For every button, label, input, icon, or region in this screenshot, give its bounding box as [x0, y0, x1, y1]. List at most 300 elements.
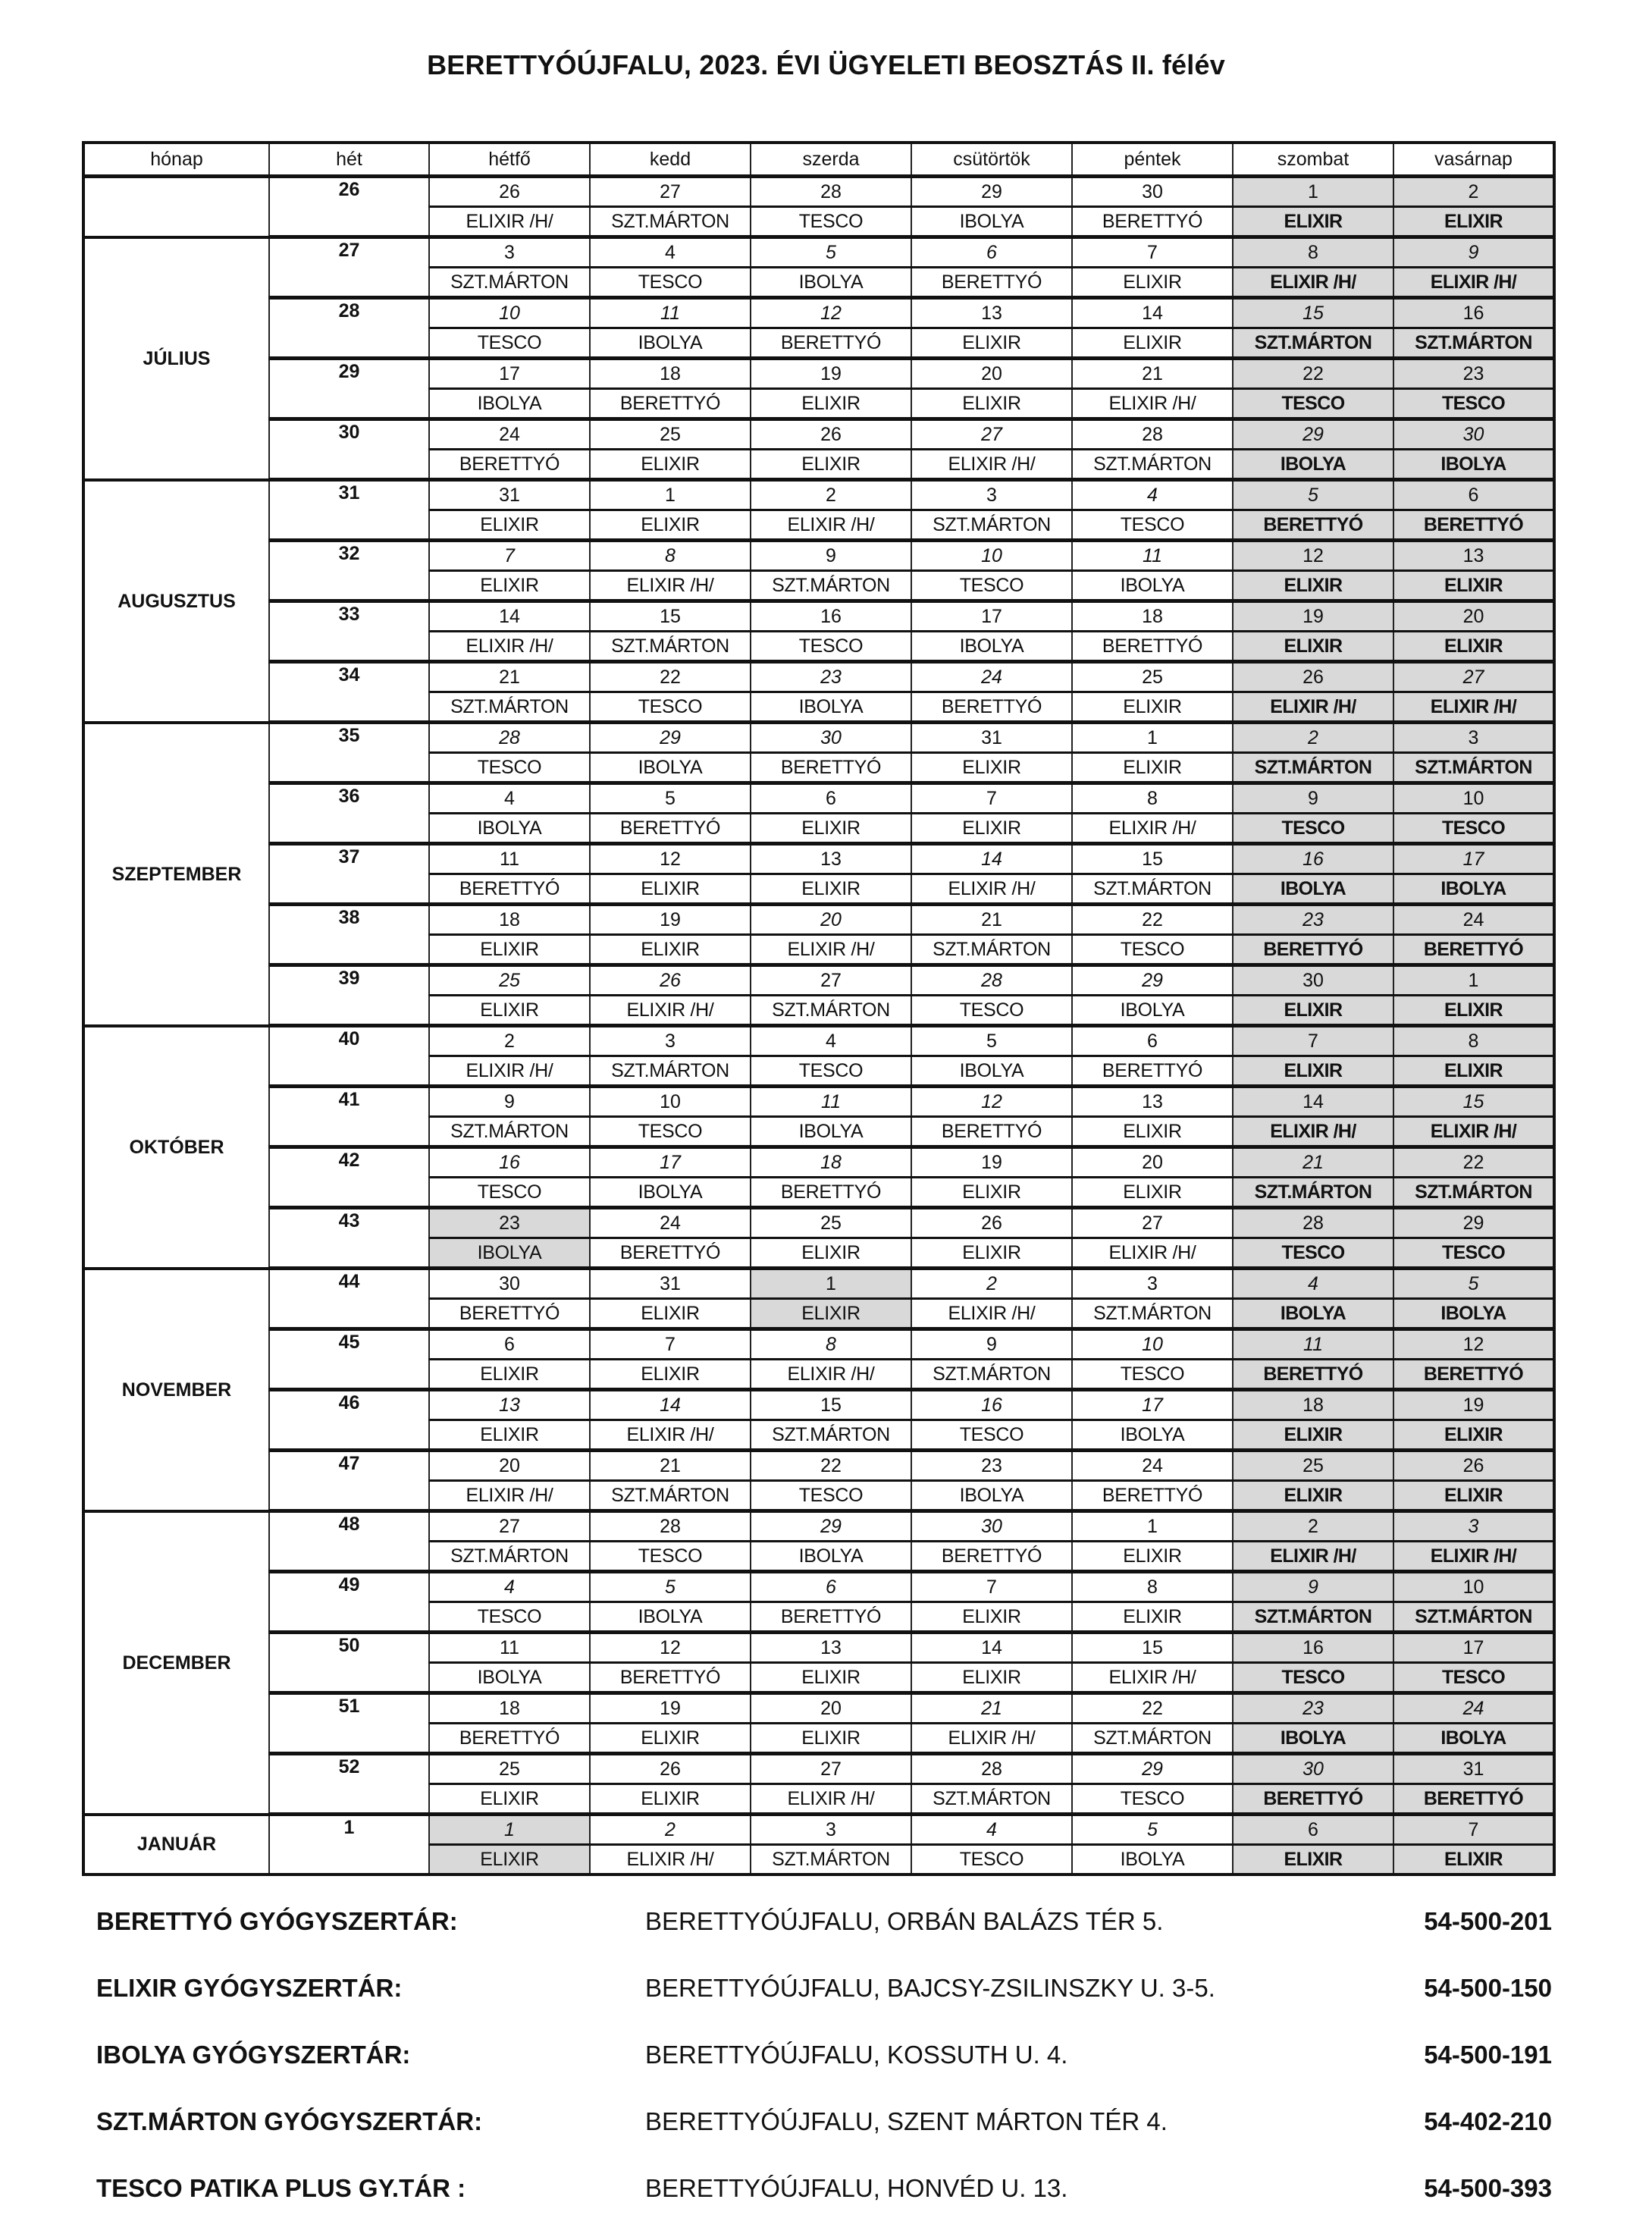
pharmacy-contact-row: [96, 1906, 1552, 1973]
date-cell: 25: [429, 1754, 590, 1784]
pharmacy-contact-row: [96, 2107, 1552, 2173]
date-cell: 19: [590, 905, 751, 935]
pharmacy-cell: TESCO: [751, 207, 911, 237]
pharmacy-cell: ELIXIR /H/: [1393, 692, 1554, 723]
pharmacy-cell: ELIXIR /H/: [429, 207, 590, 237]
date-cell: 9: [1233, 783, 1393, 814]
date-cell: 23: [1393, 359, 1554, 389]
date-cell: 13: [751, 844, 911, 874]
pharmacy-cell: ELIXIR: [751, 1663, 911, 1693]
pharmacy-cell: IBOLYA: [1072, 571, 1233, 601]
pharmacy-cell: ELIXIR: [429, 996, 590, 1026]
week-date-row: [83, 723, 1554, 753]
pharmacy-cell: ELIXIR /H/: [1233, 1117, 1393, 1147]
date-cell: 11: [429, 1633, 590, 1663]
week-date-row: [83, 1329, 1554, 1360]
pharmacy-cell: SZT.MÁRTON: [1072, 450, 1233, 480]
pharmacy-cell: TESCO: [1393, 389, 1554, 419]
date-cell: 28: [911, 1754, 1072, 1784]
pharmacy-cell: ELIXIR: [590, 935, 751, 965]
week-date-row: [83, 298, 1554, 328]
date-cell: 21: [911, 905, 1072, 935]
date-cell: 18: [590, 359, 751, 389]
header-wednesday: szerda: [751, 143, 911, 177]
week-date-row: [83, 419, 1554, 450]
date-cell: 16: [429, 1147, 590, 1178]
pharmacy-cell: ELIXIR: [1393, 1845, 1554, 1875]
pharmacy-cell: ELIXIR: [1072, 1178, 1233, 1208]
date-cell: 31: [590, 1269, 751, 1299]
pharmacy-cell: ELIXIR: [911, 1663, 1072, 1693]
pharmacy-cell: TESCO: [1233, 1663, 1393, 1693]
date-cell: 1: [429, 1815, 590, 1845]
pharmacy-cell: IBOLYA: [1233, 450, 1393, 480]
pharmacy-cell: ELIXIR: [1233, 632, 1393, 662]
month-cell: OKTÓBER: [83, 1026, 269, 1269]
pharmacy-cell: ELIXIR /H/: [1233, 1542, 1393, 1572]
pharmacy-cell: SZT.MÁRTON: [1393, 753, 1554, 783]
week-number-cell: 33: [269, 601, 429, 662]
header-tuesday: kedd: [590, 143, 751, 177]
week-number-cell: 51: [269, 1693, 429, 1754]
date-cell: 29: [751, 1511, 911, 1542]
pharmacy-cell: SZT.MÁRTON: [429, 1542, 590, 1572]
pharmacy-cell: ELIXIR: [911, 753, 1072, 783]
pharmacy-cell: ELIXIR: [1233, 571, 1393, 601]
pharmacy-phone: 54-500-201: [1424, 1907, 1552, 1935]
date-cell: 31: [429, 480, 590, 510]
pharmacy-cell: ELIXIR: [751, 389, 911, 419]
date-cell: 24: [590, 1208, 751, 1238]
date-cell: 29: [911, 177, 1072, 207]
week-number-cell: 31: [269, 480, 429, 541]
pharmacy-cell: SZT.MÁRTON: [1233, 328, 1393, 359]
week-date-row: [83, 541, 1554, 571]
pharmacy-cell: ELIXIR: [751, 450, 911, 480]
pharmacy-cell: TESCO: [911, 571, 1072, 601]
date-cell: 10: [1393, 1572, 1554, 1602]
date-cell: 31: [1393, 1754, 1554, 1784]
pharmacy-cell: ELIXIR: [590, 1360, 751, 1390]
week-date-row: [83, 965, 1554, 996]
week-date-row: [83, 1511, 1554, 1542]
date-cell: 22: [751, 1451, 911, 1481]
date-cell: 21: [590, 1451, 751, 1481]
week-number-cell: 37: [269, 844, 429, 905]
pharmacy-cell: ELIXIR: [429, 510, 590, 541]
pharmacy-cell: BERETTYÓ: [1233, 1360, 1393, 1390]
pharmacy-cell: ELIXIR /H/: [1393, 1542, 1554, 1572]
header-row: [83, 143, 1554, 177]
pharmacy-contact-list: [96, 1906, 1552, 2240]
pharmacy-cell: BERETTYÓ: [911, 1117, 1072, 1147]
date-cell: 2: [429, 1026, 590, 1056]
pharmacy-cell: IBOLYA: [1393, 1724, 1554, 1754]
date-cell: 15: [590, 601, 751, 632]
date-cell: 4: [429, 783, 590, 814]
pharmacy-cell: ELIXIR: [1393, 1056, 1554, 1087]
week-number-cell: 45: [269, 1329, 429, 1390]
date-cell: 11: [1072, 541, 1233, 571]
schedule-body: [83, 177, 1554, 1875]
date-cell: 13: [1393, 541, 1554, 571]
date-cell: 17: [1393, 1633, 1554, 1663]
week-number-cell: 29: [269, 359, 429, 419]
date-cell: 27: [751, 1754, 911, 1784]
date-cell: 30: [911, 1511, 1072, 1542]
date-cell: 12: [590, 844, 751, 874]
pharmacy-cell: ELIXIR: [911, 1238, 1072, 1269]
date-cell: 18: [1233, 1390, 1393, 1420]
pharmacy-cell: ELIXIR /H/: [911, 1299, 1072, 1329]
pharmacy-cell: SZT.MÁRTON: [590, 1481, 751, 1511]
date-cell: 26: [429, 177, 590, 207]
week-date-row: [83, 844, 1554, 874]
pharmacy-cell: ELIXIR /H/: [751, 935, 911, 965]
date-cell: 8: [1072, 783, 1233, 814]
week-date-row: [83, 1390, 1554, 1420]
date-cell: 9: [1393, 237, 1554, 268]
pharmacy-name: TESCO PATIKA PLUS GY.TÁR :: [96, 2174, 466, 2202]
pharmacy-cell: TESCO: [590, 692, 751, 723]
week-number-cell: 46: [269, 1390, 429, 1451]
date-cell: 2: [1233, 1511, 1393, 1542]
pharmacy-cell: ELIXIR: [429, 935, 590, 965]
week-number-cell: 32: [269, 541, 429, 601]
date-cell: 23: [429, 1208, 590, 1238]
pharmacy-cell: IBOLYA: [911, 1481, 1072, 1511]
week-date-row: [83, 1815, 1554, 1845]
date-cell: 29: [1233, 419, 1393, 450]
pharmacy-cell: TESCO: [1393, 1663, 1554, 1693]
date-cell: 24: [1393, 1693, 1554, 1724]
week-date-row: [83, 1147, 1554, 1178]
date-cell: 3: [590, 1026, 751, 1056]
date-cell: 14: [429, 601, 590, 632]
pharmacy-cell: ELIXIR /H/: [590, 996, 751, 1026]
pharmacy-cell: TESCO: [1072, 1360, 1233, 1390]
pharmacy-cell: TESCO: [1072, 510, 1233, 541]
date-cell: 25: [751, 1208, 911, 1238]
pharmacy-cell: IBOLYA: [751, 1542, 911, 1572]
date-cell: 7: [1233, 1026, 1393, 1056]
date-cell: 11: [1233, 1329, 1393, 1360]
pharmacy-cell: BERETTYÓ: [1072, 1056, 1233, 1087]
date-cell: 24: [1072, 1451, 1233, 1481]
week-date-row: [83, 1451, 1554, 1481]
pharmacy-cell: IBOLYA: [1233, 874, 1393, 905]
pharmacy-cell: ELIXIR: [751, 874, 911, 905]
date-cell: 15: [1072, 844, 1233, 874]
pharmacy-cell: IBOLYA: [1393, 1299, 1554, 1329]
date-cell: 26: [1233, 662, 1393, 692]
date-cell: 8: [1072, 1572, 1233, 1602]
pharmacy-cell: SZT.MÁRTON: [911, 1784, 1072, 1815]
date-cell: 9: [751, 541, 911, 571]
pharmacy-contact-row: [96, 2040, 1552, 2107]
date-cell: 18: [429, 905, 590, 935]
date-cell: 2: [911, 1269, 1072, 1299]
pharmacy-cell: TESCO: [1233, 814, 1393, 844]
pharmacy-phone: 54-500-150: [1424, 1974, 1552, 2002]
date-cell: 1: [1072, 723, 1233, 753]
header-friday: péntek: [1072, 143, 1233, 177]
date-cell: 30: [1072, 177, 1233, 207]
date-cell: 30: [1233, 965, 1393, 996]
week-date-row: [83, 359, 1554, 389]
date-cell: 7: [911, 783, 1072, 814]
pharmacy-cell: ELIXIR /H/: [911, 1724, 1072, 1754]
pharmacy-address: BERETTYÓÚJFALU, HONVÉD U. 13.: [645, 2174, 1068, 2202]
pharmacy-cell: IBOLYA: [1233, 1299, 1393, 1329]
date-cell: 25: [590, 419, 751, 450]
week-date-row: [83, 905, 1554, 935]
pharmacy-contact-row: [96, 2173, 1552, 2240]
date-cell: 16: [751, 601, 911, 632]
pharmacy-cell: IBOLYA: [911, 632, 1072, 662]
date-cell: 20: [911, 359, 1072, 389]
date-cell: 16: [1233, 844, 1393, 874]
week-date-row: [83, 177, 1554, 207]
pharmacy-name: BERETTYÓ GYÓGYSZERTÁR:: [96, 1907, 458, 1935]
pharmacy-cell: ELIXIR: [1233, 1481, 1393, 1511]
pharmacy-cell: SZT.MÁRTON: [1072, 1724, 1233, 1754]
pharmacy-cell: BERETTYÓ: [1393, 935, 1554, 965]
date-cell: 5: [911, 1026, 1072, 1056]
pharmacy-cell: BERETTYÓ: [429, 450, 590, 480]
pharmacy-cell: TESCO: [1233, 389, 1393, 419]
date-cell: 19: [1233, 601, 1393, 632]
pharmacy-cell: ELIXIR: [1072, 1602, 1233, 1633]
date-cell: 2: [590, 1815, 751, 1845]
pharmacy-cell: ELIXIR: [1072, 1542, 1233, 1572]
pharmacy-cell: TESCO: [429, 1602, 590, 1633]
date-cell: 10: [1072, 1329, 1233, 1360]
pharmacy-cell: ELIXIR /H/: [911, 450, 1072, 480]
pharmacy-cell: SZT.MÁRTON: [1393, 1178, 1554, 1208]
pharmacy-cell: SZT.MÁRTON: [429, 692, 590, 723]
date-cell: 7: [590, 1329, 751, 1360]
pharmacy-cell: TESCO: [751, 1481, 911, 1511]
date-cell: 8: [1233, 237, 1393, 268]
pharmacy-cell: ELIXIR: [590, 1299, 751, 1329]
week-date-row: [83, 1208, 1554, 1238]
month-cell: NOVEMBER: [83, 1269, 269, 1511]
pharmacy-cell: ELIXIR: [590, 1724, 751, 1754]
pharmacy-cell: ELIXIR /H/: [1393, 268, 1554, 298]
date-cell: 29: [590, 723, 751, 753]
date-cell: 21: [1233, 1147, 1393, 1178]
date-cell: 4: [429, 1572, 590, 1602]
pharmacy-cell: BERETTYÓ: [1072, 632, 1233, 662]
date-cell: 29: [1072, 1754, 1233, 1784]
pharmacy-cell: ELIXIR /H/: [590, 1420, 751, 1451]
date-cell: 26: [590, 1754, 751, 1784]
date-cell: 19: [590, 1693, 751, 1724]
pharmacy-cell: ELIXIR: [590, 1784, 751, 1815]
pharmacy-cell: SZT.MÁRTON: [1233, 1602, 1393, 1633]
date-cell: 18: [1072, 601, 1233, 632]
date-cell: 14: [911, 1633, 1072, 1663]
pharmacy-cell: BERETTYÓ: [429, 1724, 590, 1754]
pharmacy-cell: IBOLYA: [429, 1663, 590, 1693]
pharmacy-cell: TESCO: [1233, 1238, 1393, 1269]
date-cell: 5: [590, 783, 751, 814]
date-cell: 5: [1233, 480, 1393, 510]
date-cell: 26: [590, 965, 751, 996]
date-cell: 5: [1072, 1815, 1233, 1845]
pharmacy-cell: ELIXIR /H/: [1072, 814, 1233, 844]
date-cell: 1: [590, 480, 751, 510]
date-cell: 12: [1233, 541, 1393, 571]
pharmacy-cell: TESCO: [429, 328, 590, 359]
date-cell: 30: [429, 1269, 590, 1299]
date-cell: 14: [1072, 298, 1233, 328]
pharmacy-cell: BERETTYÓ: [751, 1178, 911, 1208]
date-cell: 12: [911, 1087, 1072, 1117]
date-cell: 28: [429, 723, 590, 753]
date-cell: 6: [1072, 1026, 1233, 1056]
pharmacy-cell: SZT.MÁRTON: [1072, 1299, 1233, 1329]
week-date-row: [83, 662, 1554, 692]
date-cell: 8: [1393, 1026, 1554, 1056]
week-date-row: [83, 1633, 1554, 1663]
week-number-cell: 40: [269, 1026, 429, 1087]
pharmacy-cell: BERETTYÓ: [590, 389, 751, 419]
pharmacy-cell: IBOLYA: [1072, 1845, 1233, 1875]
header-monday: hétfő: [429, 143, 590, 177]
date-cell: 26: [911, 1208, 1072, 1238]
week-number-cell: 35: [269, 723, 429, 783]
date-cell: 28: [1233, 1208, 1393, 1238]
date-cell: 13: [1072, 1087, 1233, 1117]
pharmacy-cell: ELIXIR: [1393, 1481, 1554, 1511]
date-cell: 24: [1393, 905, 1554, 935]
week-number-cell: 34: [269, 662, 429, 723]
week-date-row: [83, 480, 1554, 510]
pharmacy-cell: ELIXIR: [751, 1299, 911, 1329]
pharmacy-cell: ELIXIR: [1393, 571, 1554, 601]
week-number-cell: 42: [269, 1147, 429, 1208]
week-number-cell: 27: [269, 237, 429, 298]
date-cell: 2: [1233, 723, 1393, 753]
date-cell: 1: [1233, 177, 1393, 207]
pharmacy-cell: IBOLYA: [751, 692, 911, 723]
date-cell: 27: [590, 177, 751, 207]
date-cell: 20: [1393, 601, 1554, 632]
date-cell: 23: [911, 1451, 1072, 1481]
pharmacy-cell: ELIXIR: [1072, 753, 1233, 783]
date-cell: 30: [1393, 419, 1554, 450]
date-cell: 17: [1072, 1390, 1233, 1420]
month-cell: AUGUSZTUS: [83, 480, 269, 723]
pharmacy-cell: IBOLYA: [751, 268, 911, 298]
pharmacy-cell: TESCO: [751, 1056, 911, 1087]
week-date-row: [83, 1026, 1554, 1056]
date-cell: 11: [751, 1087, 911, 1117]
pharmacy-cell: IBOLYA: [590, 1602, 751, 1633]
date-cell: 21: [429, 662, 590, 692]
pharmacy-cell: IBOLYA: [590, 328, 751, 359]
date-cell: 10: [590, 1087, 751, 1117]
pharmacy-phone: 54-500-191: [1424, 2041, 1552, 2069]
pharmacy-address: BERETTYÓÚJFALU, BAJCSY-ZSILINSZKY U. 3-5.: [645, 1974, 1215, 2002]
date-cell: 27: [1072, 1208, 1233, 1238]
date-cell: 23: [1233, 905, 1393, 935]
date-cell: 6: [911, 237, 1072, 268]
date-cell: 1: [751, 1269, 911, 1299]
pharmacy-cell: IBOLYA: [911, 207, 1072, 237]
pharmacy-cell: SZT.MÁRTON: [751, 1845, 911, 1875]
pharmacy-cell: SZT.MÁRTON: [590, 632, 751, 662]
date-cell: 22: [1233, 359, 1393, 389]
pharmacy-cell: ELIXIR: [1072, 328, 1233, 359]
date-cell: 10: [429, 298, 590, 328]
pharmacy-cell: IBOLYA: [590, 1178, 751, 1208]
date-cell: 6: [1393, 480, 1554, 510]
pharmacy-cell: ELIXIR: [1233, 1845, 1393, 1875]
pharmacy-cell: BERETTYÓ: [911, 692, 1072, 723]
date-cell: 15: [1393, 1087, 1554, 1117]
week-date-row: [83, 1754, 1554, 1784]
pharmacy-cell: IBOLYA: [1072, 1420, 1233, 1451]
pharmacy-cell: BERETTYÓ: [429, 874, 590, 905]
header-saturday: szombat: [1233, 143, 1393, 177]
pharmacy-cell: BERETTYÓ: [429, 1299, 590, 1329]
week-number-cell: 44: [269, 1269, 429, 1329]
date-cell: 5: [590, 1572, 751, 1602]
date-cell: 16: [1233, 1633, 1393, 1663]
month-cell: [83, 177, 269, 237]
date-cell: 5: [751, 237, 911, 268]
date-cell: 9: [1233, 1572, 1393, 1602]
date-cell: 19: [751, 359, 911, 389]
pharmacy-cell: ELIXIR /H/: [1072, 389, 1233, 419]
pharmacy-cell: BERETTYÓ: [1072, 1481, 1233, 1511]
date-cell: 22: [590, 662, 751, 692]
date-cell: 3: [1072, 1269, 1233, 1299]
pharmacy-cell: BERETTYÓ: [1233, 935, 1393, 965]
pharmacy-cell: TESCO: [911, 1845, 1072, 1875]
pharmacy-cell: ELIXIR /H/: [1393, 1117, 1554, 1147]
pharmacy-cell: ELIXIR: [1233, 996, 1393, 1026]
date-cell: 21: [1072, 359, 1233, 389]
pharmacy-cell: SZT.MÁRTON: [751, 571, 911, 601]
date-cell: 4: [590, 237, 751, 268]
pharmacy-cell: ELIXIR /H/: [751, 1784, 911, 1815]
pharmacy-cell: BERETTYÓ: [1233, 1784, 1393, 1815]
pharmacy-cell: ELIXIR /H/: [751, 1360, 911, 1390]
pharmacy-cell: ELIXIR: [429, 1845, 590, 1875]
pharmacy-cell: ELIXIR: [1233, 1056, 1393, 1087]
date-cell: 6: [751, 1572, 911, 1602]
pharmacy-cell: ELIXIR: [429, 1360, 590, 1390]
date-cell: 20: [751, 1693, 911, 1724]
pharmacy-cell: ELIXIR: [1393, 632, 1554, 662]
week-number-cell: 36: [269, 783, 429, 844]
date-cell: 23: [751, 662, 911, 692]
date-cell: 22: [1393, 1147, 1554, 1178]
date-cell: 5: [1393, 1269, 1554, 1299]
pharmacy-cell: IBOLYA: [751, 1117, 911, 1147]
pharmacy-cell: ELIXIR: [429, 1784, 590, 1815]
date-cell: 31: [911, 723, 1072, 753]
date-cell: 3: [429, 237, 590, 268]
pharmacy-cell: SZT.MÁRTON: [911, 510, 1072, 541]
date-cell: 17: [429, 359, 590, 389]
date-cell: 3: [751, 1815, 911, 1845]
date-cell: 16: [1393, 298, 1554, 328]
